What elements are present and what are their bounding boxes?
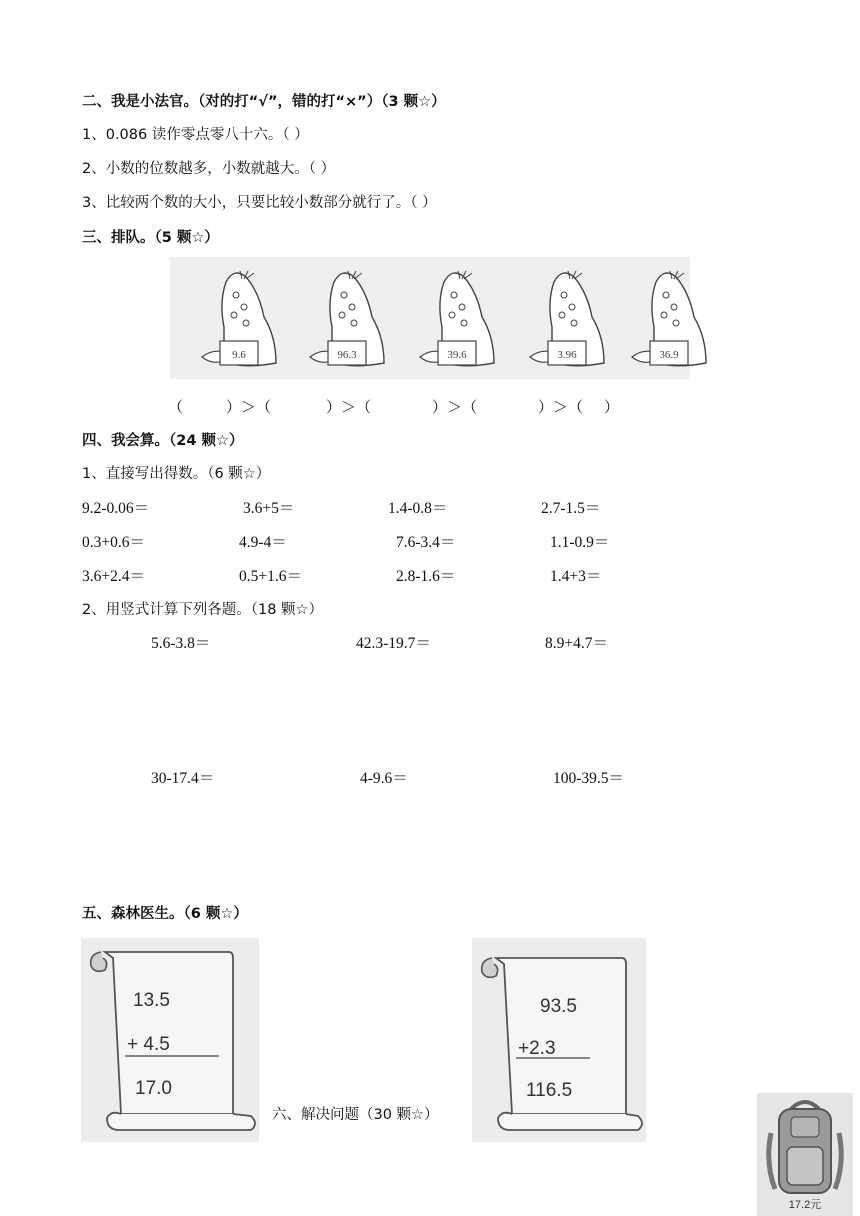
oral-calc: 4.9-4＝ (239, 534, 287, 551)
part2-title: 2、用竖式计算下列各题。（18 颗☆） (82, 602, 324, 618)
scroll-icon (472, 938, 646, 1142)
seal-label-4: 3.96 (557, 349, 577, 361)
part1-title: 1、直接写出得数。（6 颗☆） (82, 466, 271, 482)
seal-label-5: 36.9 (659, 349, 679, 361)
order-paren: ）＞（ (538, 398, 584, 416)
seal-icon (512, 257, 616, 379)
oral-calc: 1.4-0.8＝ (388, 500, 448, 517)
section5-title: 五、森林医生。（6 颗☆） (82, 906, 248, 922)
seal-icon (184, 257, 288, 379)
vertical-calc: 100-39.5＝ (553, 770, 625, 787)
section2-item-1: 1、0.086 读作零点零八十六。（ ） (82, 127, 309, 143)
oral-calc: 1.4+3＝ (550, 568, 602, 585)
scroll-left-line-3: 17.0 (135, 1078, 172, 1099)
oral-calc: 9.2-0.06＝ (82, 500, 150, 517)
order-paren: ）＞（ (226, 398, 272, 416)
seal-icon (292, 257, 396, 379)
scroll-icon (81, 938, 259, 1142)
section3-title: 三、排队。（5 颗☆） (82, 230, 219, 246)
scroll-right-line-1: 93.5 (540, 996, 577, 1017)
section6-title: 六、解决问题（30 颗☆） (272, 1107, 439, 1123)
vertical-calc: 5.6-3.8＝ (151, 635, 211, 652)
oral-calc: 0.3+0.6＝ (82, 534, 145, 551)
backpack-picture (757, 1093, 853, 1216)
scroll-right-line-2: +2.3 (518, 1038, 556, 1059)
backpack-icon (757, 1093, 853, 1203)
oral-calc: 3.6+2.4＝ (82, 568, 145, 585)
seal-strip (170, 257, 690, 379)
section2-item-2: 2、小数的位数越多，小数就越大。（ ） (82, 161, 336, 177)
oral-calc: 2.8-1.6＝ (396, 568, 456, 585)
scroll-left (81, 938, 259, 1142)
vertical-calc: 42.3-19.7＝ (356, 635, 431, 652)
seal-label-2: 96.3 (337, 349, 357, 361)
backpack-price: 17.2元 (788, 1199, 822, 1211)
vertical-calc: 8.9+4.7＝ (545, 635, 608, 652)
oral-calc: 2.7-1.5＝ (541, 500, 601, 517)
order-answer-row (168, 396, 619, 417)
vertical-calc: 30-17.4＝ (151, 770, 215, 787)
scroll-left-line-2: + 4.5 (127, 1034, 170, 1055)
oral-calc: 3.6+5＝ (243, 500, 295, 517)
seal-label-1: 9.6 (232, 349, 246, 361)
scroll-right (472, 938, 646, 1142)
seal-icon (402, 257, 506, 379)
section2-item-3: 3、比较两个数的大小，只要比较小数部分就行了。（ ） (82, 195, 437, 211)
seal-icon (614, 257, 718, 379)
scroll-left-line-1: 13.5 (133, 990, 170, 1011)
oral-calc: 7.6-3.4＝ (396, 534, 456, 551)
oral-calc: 0.5+1.6＝ (239, 568, 302, 585)
order-paren: ）＞（ (326, 398, 372, 416)
section2-title: 二、我是小法官。（对的打“√”，错的打“×”）（3 颗☆） (82, 94, 446, 110)
section4-title: 四、我会算。（24 颗☆） (82, 433, 244, 449)
vertical-calc: 4-9.6＝ (360, 770, 408, 787)
oral-calc: 1.1-0.9＝ (550, 534, 610, 551)
order-paren: （ (168, 398, 184, 416)
seal-label-3: 39.6 (447, 349, 467, 361)
order-paren: ）＞（ (432, 398, 478, 416)
scroll-right-line-3: 116.5 (526, 1080, 573, 1101)
order-paren: ） (604, 398, 620, 416)
